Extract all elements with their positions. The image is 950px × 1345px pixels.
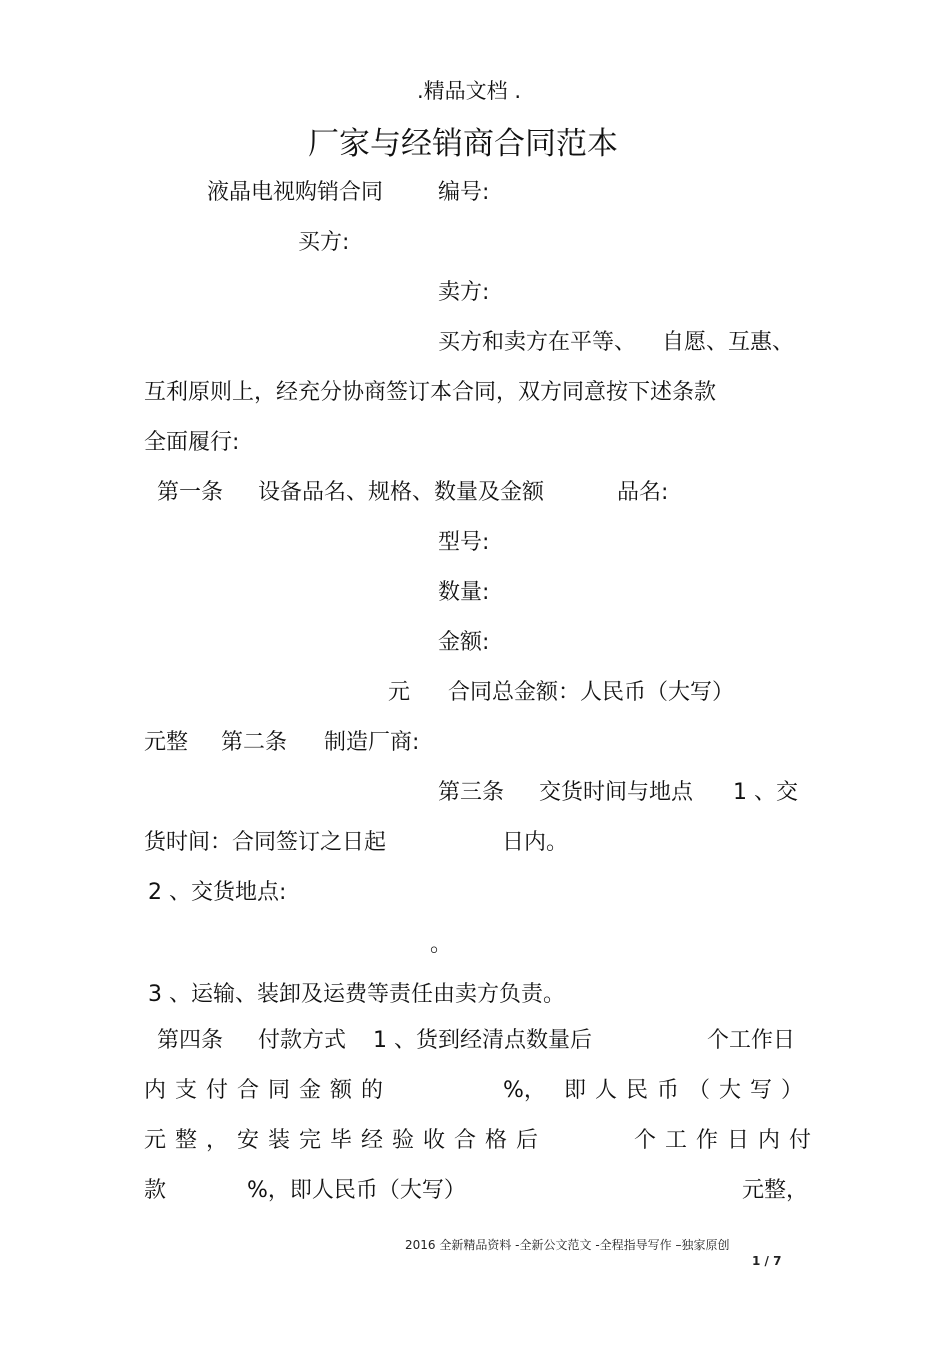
payment-clause: 即人民币（大写）	[564, 1078, 813, 1103]
preamble-text: 全面履行:	[144, 430, 240, 455]
transport-clause: 3 、运输、装卸及运费等责任由卖方负责。	[148, 982, 565, 1007]
seller-label: 卖方:	[438, 280, 490, 305]
article-3-text: 1 、交	[733, 780, 798, 805]
page-number: 1 / 7	[752, 1254, 782, 1268]
currency-unit: 元	[388, 680, 411, 705]
article-3-text: 货时间：合同签订之日起	[144, 830, 387, 855]
article-2-number: 第二条	[221, 730, 288, 755]
period-mark: 。	[430, 932, 453, 957]
payment-clause: %，即人民币（大写）	[247, 1178, 466, 1203]
contract-number-label: 编号:	[438, 180, 490, 205]
preamble-text: 买方和卖方在平等、	[438, 330, 637, 355]
amount-label: 金额:	[438, 630, 490, 655]
payment-clause: 个工作日内付	[634, 1128, 821, 1153]
buyer-label: 买方:	[298, 230, 350, 255]
article-3-text: 日内。	[502, 830, 569, 855]
payment-clause: 款	[144, 1178, 167, 1203]
model-label: 型号:	[438, 530, 490, 555]
quantity-label: 数量:	[438, 580, 490, 605]
article-1-heading: 设备品名、规格、数量及金额	[258, 480, 545, 505]
preamble-text: 互利原则上，经充分协商签订本合同，双方同意按下述条款	[144, 380, 717, 405]
payment-clause: %，	[503, 1078, 546, 1103]
article-1-number: 第一条	[157, 480, 224, 505]
contract-name: 液晶电视购销合同	[207, 180, 384, 205]
payment-clause: 元整，	[742, 1178, 809, 1203]
document-title: 厂家与经销商合同范本	[308, 126, 618, 162]
payment-clause: 元整，安装完毕经验收合格后	[144, 1128, 548, 1153]
product-name-label: 品名:	[617, 480, 669, 505]
footer-note: 2016 全新精品资料 -全新公文范文 -全程指导写作 –独家原创	[405, 1238, 730, 1252]
currency-unit: 元整	[144, 730, 189, 755]
delivery-place-label: 2 、交货地点:	[148, 880, 287, 905]
header-label: .精品文档 .	[417, 79, 522, 103]
manufacturer-label: 制造厂商:	[324, 730, 420, 755]
article-3-heading: 交货时间与地点	[539, 780, 694, 805]
payment-clause: 个工作日	[707, 1028, 796, 1053]
preamble-text: 自愿、互惠、	[662, 330, 795, 355]
article-4-heading: 付款方式	[258, 1028, 347, 1053]
article-3-number: 第三条	[438, 780, 505, 805]
total-amount-label: 合同总金额：人民币（大写）	[448, 680, 735, 705]
article-4-number: 第四条	[157, 1028, 224, 1053]
payment-clause: 内支付合同金额的	[144, 1078, 393, 1103]
payment-clause: 1 、货到经清点数量后	[373, 1028, 592, 1053]
